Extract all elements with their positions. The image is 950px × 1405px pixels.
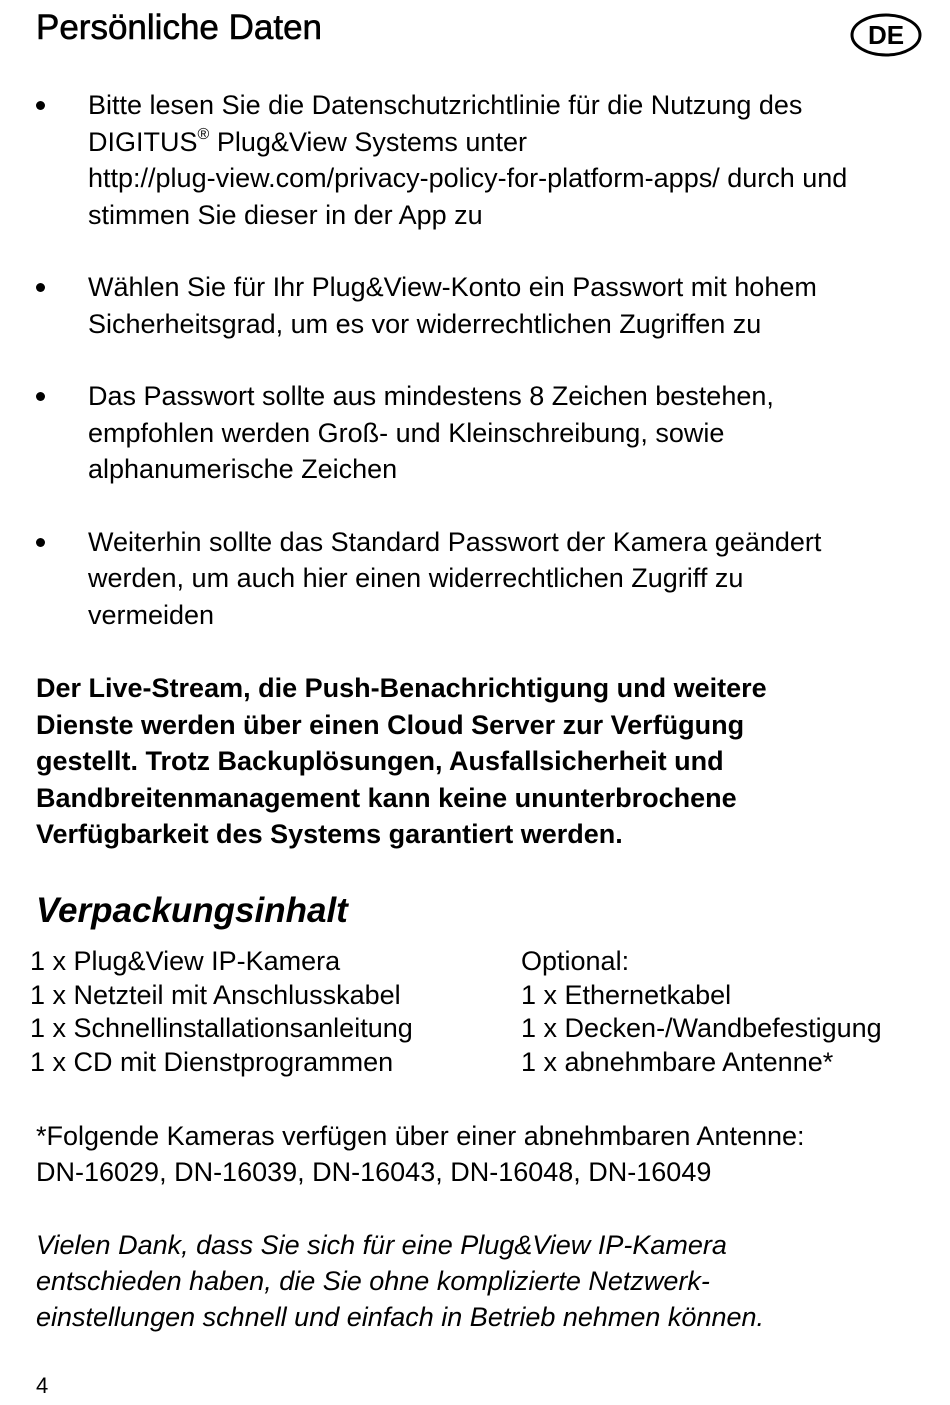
brand-name: DIGITUS — [88, 126, 198, 157]
bullet-line: Sicherheitsgrad, um es vor widerrechtlichen Zugriffen zu — [88, 308, 762, 339]
package-contents-title: Verpackungsinhalt — [36, 891, 348, 930]
bullet-icon — [36, 101, 45, 110]
thanks-line: Vielen Dank, dass Sie sich für eine Plug&View IP-Kamera — [36, 1230, 727, 1260]
antenna-footnote — [36, 1118, 916, 1190]
brand-suffix: Plug&View Systems unter — [209, 126, 527, 157]
notice-line: Bandbreitenmanagement kann keine ununterbrochene — [36, 782, 737, 813]
privacy-policy-url: http://plug-view.com/privacy-policy-for-platform-apps/ durch und — [88, 163, 848, 193]
bullet-line: Das Passwort sollte aus mindestens 8 Zeichen bestehen, — [88, 381, 774, 411]
privacy-bullet-list — [0, 87, 950, 633]
bullet-line: Weiterhin sollte das Standard Passwort der Kamera geändert — [88, 526, 822, 557]
list-item: 1 x Schnellinstallationsanleitung — [30, 1013, 413, 1043]
list-item: 1 x Netzteil mit Anschlusskabel — [30, 979, 401, 1010]
optional-label: Optional: — [521, 946, 630, 976]
bullet-item-default-password — [0, 524, 918, 634]
bullet-icon — [36, 538, 45, 547]
page-title: Persönliche Daten — [36, 8, 322, 47]
list-item: 1 x Decken-/Wandbefestigung — [521, 1013, 882, 1043]
bullet-line: Wählen Sie für Ihr Plug&View-Konto ein Passwort mit hohem — [88, 272, 817, 302]
list-item: 1 x abnehmbare Antenne* — [521, 1046, 834, 1077]
bullet-line — [88, 124, 918, 161]
page-number: 4 — [36, 1373, 49, 1398]
bullet-icon — [36, 392, 45, 401]
included-items-list — [30, 945, 413, 1079]
bullet-line: werden, um auch hier einen widerrechtlichen Zugriff zu — [88, 563, 744, 593]
language-badge-label: DE — [867, 20, 905, 50]
bullet-item-password-rules — [0, 378, 918, 488]
footnote-line: *Folgende Kameras verfügen über einer abnehmbaren Antenne: — [36, 1121, 805, 1151]
bullet-line: alphanumerische Zeichen — [88, 454, 398, 484]
bullet-line: vermeiden — [88, 599, 215, 630]
list-item: 1 x Plug&View IP-Kamera — [30, 946, 341, 976]
thanks-line: entschieden haben, die Sie ohne komplizierte Netzwerk- — [36, 1266, 710, 1296]
thank-you-note — [36, 1227, 896, 1335]
bullet-line: Bitte lesen Sie die Datenschutzrichtlinie für die Nutzung des — [88, 90, 803, 120]
list-item: 1 x Ethernetkabel — [521, 979, 732, 1010]
list-item: 1 x CD mit Dienstprogrammen — [30, 1046, 394, 1077]
language-badge — [850, 13, 922, 57]
bullet-line: empfohlen werden Groß- und Kleinschreibung, sowie — [88, 417, 725, 448]
notice-line: Verfügbarkeit des Systems garantiert werden. — [36, 819, 623, 849]
bullet-item-strong-password — [0, 269, 918, 342]
optional-items-list — [521, 945, 882, 1079]
bullet-icon — [36, 283, 45, 292]
language-badge-oval-icon — [850, 13, 922, 57]
availability-notice — [36, 670, 896, 853]
thanks-line: einstellungen schnell und einfach in Betrieb nehmen können. — [36, 1302, 765, 1332]
footnote-line: DN-16029, DN-16039, DN-16043, DN-16048, DN-16049 — [36, 1157, 712, 1187]
registered-mark: ® — [197, 125, 210, 143]
bullet-item-privacy-policy — [0, 87, 918, 233]
notice-line: Dienste werden über einen Cloud Server zur Verfügung — [36, 709, 745, 740]
notice-line: gestellt. Trotz Backuplösungen, Ausfallsicherheit und — [36, 746, 724, 776]
bullet-line: stimmen Sie dieser in der App zu — [88, 199, 483, 230]
notice-line: Der Live-Stream, die Push-Benachrichtigung und weitere — [36, 673, 767, 703]
